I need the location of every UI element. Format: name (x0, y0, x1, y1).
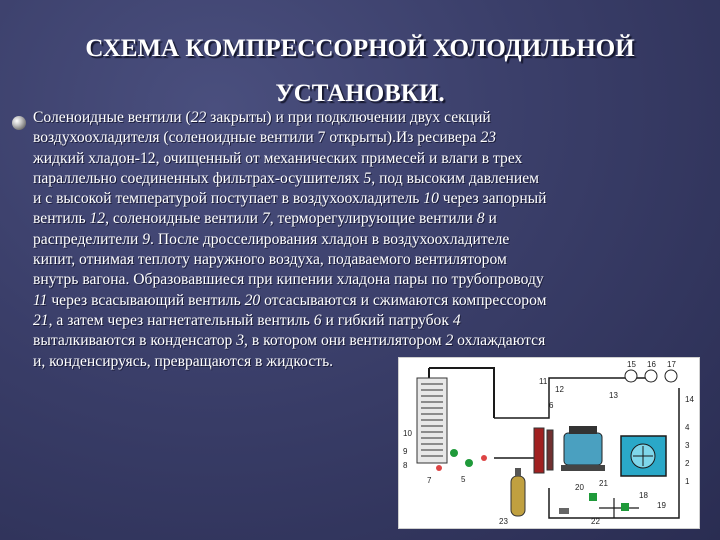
callout-label: 13 (609, 391, 618, 400)
pipe-branch (599, 498, 639, 518)
compressor-head (569, 426, 597, 434)
callout-label: 2 (685, 459, 690, 468)
text-line: внутрь вагона. Образовавшиеся при кипении хладона пары по трубопроводу (33, 271, 544, 289)
filter-dryer-icon (547, 430, 553, 470)
pressure-gauge-icon (625, 370, 637, 382)
callout-label: 12 (555, 385, 564, 394)
callout-label: 18 (639, 491, 648, 500)
valve-icon (621, 503, 629, 511)
thermo-valve-icon (450, 449, 458, 457)
callout-label: 5 (461, 475, 466, 484)
callout-label: 22 (591, 517, 600, 526)
callout-label: 23 (499, 517, 508, 526)
text-line: воздухоохладителя (соленоидные вентили 7 открыты).Из ресивера 23 (33, 129, 497, 147)
receiver-tank (511, 476, 525, 516)
callout-label: 9 (403, 447, 408, 456)
air-cooler-coil (417, 378, 447, 463)
valve-icon (559, 508, 569, 514)
compressor-body (564, 433, 602, 465)
callout-label: 6 (549, 401, 554, 410)
text-line: вентиль 12, соленоидные вентили 7, терморегулирующие вентили 8 и (33, 210, 497, 228)
text-line: выталкиваются в конденсатор 3, в котором они вентилятором 2 охлаждаются (33, 332, 546, 350)
callout-label: 7 (427, 476, 432, 485)
pressure-gauge-icon (645, 370, 657, 382)
receiver (511, 468, 525, 516)
compressor-base (561, 465, 605, 471)
solenoid-valve-icon (465, 459, 473, 467)
text-line: жидкий хладон-12, очищенный от механических примесей и влаги в трех (33, 149, 523, 167)
compressor (561, 426, 605, 471)
body-paragraph (33, 108, 697, 372)
text-line: распределители 9. После дросселирования хладон в воздухоохладителе (33, 230, 510, 248)
text-line: и, конденсируясь, превращаются в жидкость. (33, 352, 334, 370)
text-line: и с высокой температурой поступает в воздухоохладитель 10 через запорный (33, 190, 547, 208)
callout-label: 20 (575, 483, 584, 492)
condenser (621, 436, 666, 476)
slide-title (0, 26, 720, 116)
filter-dryer-icon (534, 428, 544, 473)
callout-label: 11 (539, 377, 548, 386)
callout-label: 17 (667, 360, 676, 369)
text-line: 21, а затем через нагнетательный вентиль 6 и гибкий патрубок 4 (33, 311, 461, 329)
callout-label: 21 (599, 479, 608, 488)
schematic-drawing (399, 358, 699, 528)
refrigeration-schematic (398, 357, 700, 529)
text-line: кипит, отнимая теплоту наружного воздуха, подаваемого вентилятором (33, 251, 507, 269)
text-line: Соленоидные вентили (22 закрыты) и при подключении двух секций (33, 109, 491, 126)
pressure-gauge-icon (665, 370, 677, 382)
callout-label: 1 (685, 477, 690, 486)
text-line: параллельно соединенных фильтрах-осушителях 5, под высоким давлением (33, 169, 540, 187)
callout-label: 15 (627, 360, 636, 369)
callout-label: 10 (403, 429, 412, 438)
callout-label: 3 (685, 441, 690, 450)
distributor-icon (436, 465, 442, 471)
slide-title-line-2: УСТАНОВКИ. (275, 80, 445, 107)
callout-label: 14 (685, 395, 694, 404)
distributor-icon (481, 455, 487, 461)
text-line: 11 через всасывающий вентиль 20 отсасываются и сжимаются компрессором (33, 291, 547, 309)
slide-title-line-1: СХЕМА КОМПРЕССОРНОЙ ХОЛОДИЛЬНОЙ (85, 35, 635, 62)
callout-label: 16 (647, 360, 656, 369)
callout-label: 19 (657, 501, 666, 510)
bullet-icon (12, 116, 26, 130)
pipe-top (494, 378, 649, 418)
receiver-cap (515, 468, 521, 476)
callout-label: 4 (685, 423, 690, 432)
callout-label: 8 (403, 461, 408, 470)
valve-icon (589, 493, 597, 501)
